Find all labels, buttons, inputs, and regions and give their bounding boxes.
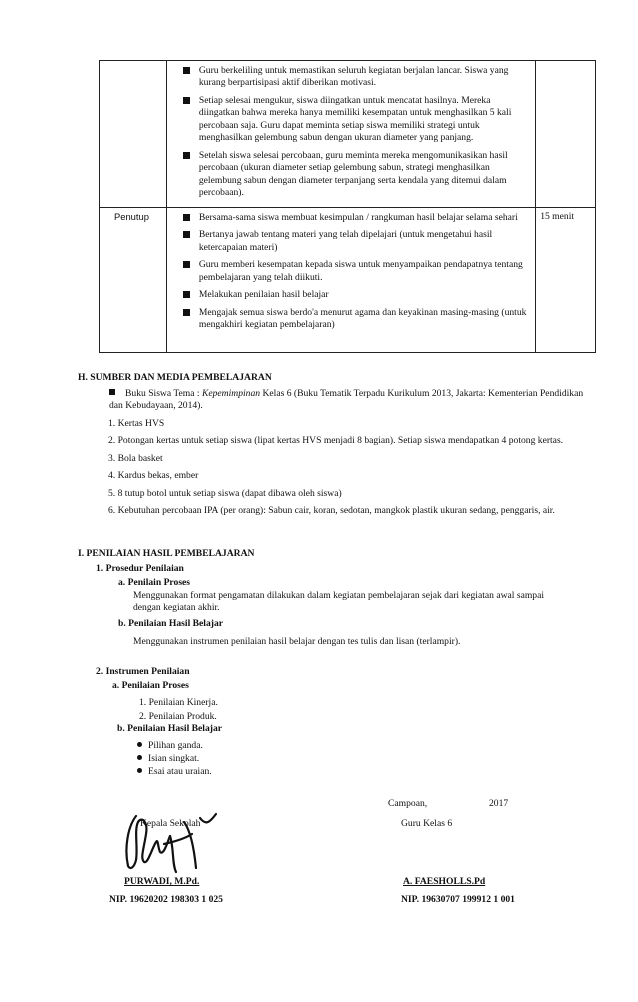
list-item: Melakukan penilaian hasil belajar <box>183 289 529 301</box>
table-row <box>100 61 596 208</box>
principal-nip: NIP. 19620202 198303 1 025 <box>109 894 223 905</box>
list-item: Bersama-sama siswa membuat kesimpulan / rangkuman hasil belajar selama sehari <box>183 212 529 224</box>
learning-outcome-heading: b. Penilaian Hasil Belajar <box>118 618 224 629</box>
source-book-entry: Buku Siswa Tema : Kepemimpinan Kelas 6 (Buku Tematik Terpadu Kurikulum 2013, Jakarta: Kementerian Pendidikan dan Kebudayaan, 2014). <box>109 388 584 412</box>
list-item: 2. Penilaian Produk. <box>139 711 217 722</box>
bullet-dot-icon <box>137 742 142 747</box>
signature-image <box>114 808 226 874</box>
principal-role: Kepala Sekolah <box>140 818 201 829</box>
process-assessment-text: Menggunakan format pengamatan dilakukan dalam kegiatan pembelajaran sejak dari kegiatan awal sampai dengan kegiatan akhir. <box>133 590 545 614</box>
list-item: Guru berkeliling untuk memastikan seluruh kegiatan berjalan lancar. Siswa yang kurang berpartisipasi aktif diberikan motivasi. <box>183 65 529 90</box>
list-item: Mengajak semua siswa berdo'a menurut agama dan keyakinan masing-masing (untuk mengakhiri kegiatan pembelajaran) <box>183 307 529 332</box>
instrument-heading: 2. Instrumen Penilaian <box>96 666 190 677</box>
phase-cell-empty <box>100 61 167 208</box>
instrument-outcome-heading: b. Penilaian Hasil Belajar <box>117 723 223 734</box>
square-bullet-icon <box>183 152 190 159</box>
teacher-nip: NIP. 19630707 199912 1 001 <box>401 894 515 905</box>
phase-label: Penutup <box>114 211 149 222</box>
square-bullet-icon <box>183 291 190 298</box>
list-item: 1. Penilaian Kinerja. <box>139 697 218 708</box>
teacher-role: Guru Kelas 6 <box>401 818 453 829</box>
table-row <box>100 208 596 353</box>
duration-value: 15 menit <box>540 211 575 222</box>
bullet-dot-icon <box>137 755 142 760</box>
activity-cell <box>166 61 535 208</box>
section-i-heading: I. PENILAIAN HASIL PEMBELAJARAN <box>78 548 255 559</box>
instrument-process-heading: a. Penilaian Proses <box>112 680 189 691</box>
square-bullet-icon <box>183 97 190 104</box>
media-list <box>108 418 598 518</box>
list-item: Setelah siswa selesai percobaan, guru meminta mereka mengomunikasikan hasil percobaan (ukuran diameter setiap gelembung sabun, strategi menghasilkan gelembung sabun dengan diameter terpanjang serta kendala yang ditemui dalam percobaan). <box>183 150 529 200</box>
square-bullet-icon <box>183 261 190 268</box>
activity-cell <box>166 208 535 353</box>
list-item: Bertanya jawab tentang materi yang telah dipelajari (untuk mengetahui hasil ketercapaian materi) <box>183 229 529 254</box>
square-bullet-icon <box>183 309 190 316</box>
section-h-heading: H. SUMBER DAN MEDIA PEMBELAJARAN <box>78 372 272 383</box>
learning-outcome-text: Menggunakan instrumen penilaian hasil belajar dengan tes tulis dan lisan (terlampir). <box>133 636 461 647</box>
duration-cell-empty <box>536 61 596 208</box>
place-date: Campoan, <box>388 798 428 809</box>
square-bullet-icon <box>183 67 190 74</box>
list-item: Pilihan ganda. <box>137 740 203 752</box>
teacher-name: A. FAESHOLLS.Pd <box>403 876 486 887</box>
list-item: 5. 8 tutup botol untuk setiap siswa (dapat dibawa oleh siswa) <box>108 487 342 499</box>
list-item: 1. Kertas HVS <box>108 418 165 429</box>
list-item: Guru memberi kesempatan kepada siswa untuk menyampaikan pendapatnya tentang pembelajaran yang telah diikuti. <box>183 259 529 284</box>
square-bullet-icon <box>109 389 115 395</box>
principal-name: PURWADI, M.Pd. <box>124 876 200 887</box>
phase-cell <box>100 208 167 353</box>
list-item: 6. Kebutuhan percobaan IPA (per orang): Sabun cair, koran, sedotan, mangkok plastik ukuran sedang, penggaris, air. <box>108 505 555 517</box>
lesson-activity-table <box>99 60 596 353</box>
list-item: Isian singkat. <box>137 753 199 765</box>
duration-cell <box>536 208 596 353</box>
process-assessment-heading: a. Penilain Proses <box>118 577 191 588</box>
list-item: 2. Potongan kertas untuk setiap siswa (lipat kertas HVS menjadi 8 bagian). Setiap siswa mendapatkan 4 potong kertas. <box>108 435 564 447</box>
list-item: Setiap selesai mengukur, siswa diingatkan untuk mencatat hasilnya. Mereka diingatkan bahwa mereka hanya memiliki kesempatan untuk menghasilkan 5 kali percobaan saja. Guru dapat meminta setiap siswa memiliki strategi untuk menghasilkan gelembung sabun dengan ukuran diameter yang panjang. <box>183 95 529 145</box>
square-bullet-icon <box>183 231 190 238</box>
bullet-dot-icon <box>137 768 142 773</box>
date-year: 2017 <box>489 798 509 809</box>
square-bullet-icon <box>183 214 190 221</box>
list-item: Esai atau uraian. <box>137 766 212 778</box>
list-item: 3. Bola basket <box>108 452 163 464</box>
procedure-heading: 1. Prosedur Penilaian <box>96 563 184 574</box>
list-item: 4. Kardus bekas, ember <box>108 470 199 482</box>
